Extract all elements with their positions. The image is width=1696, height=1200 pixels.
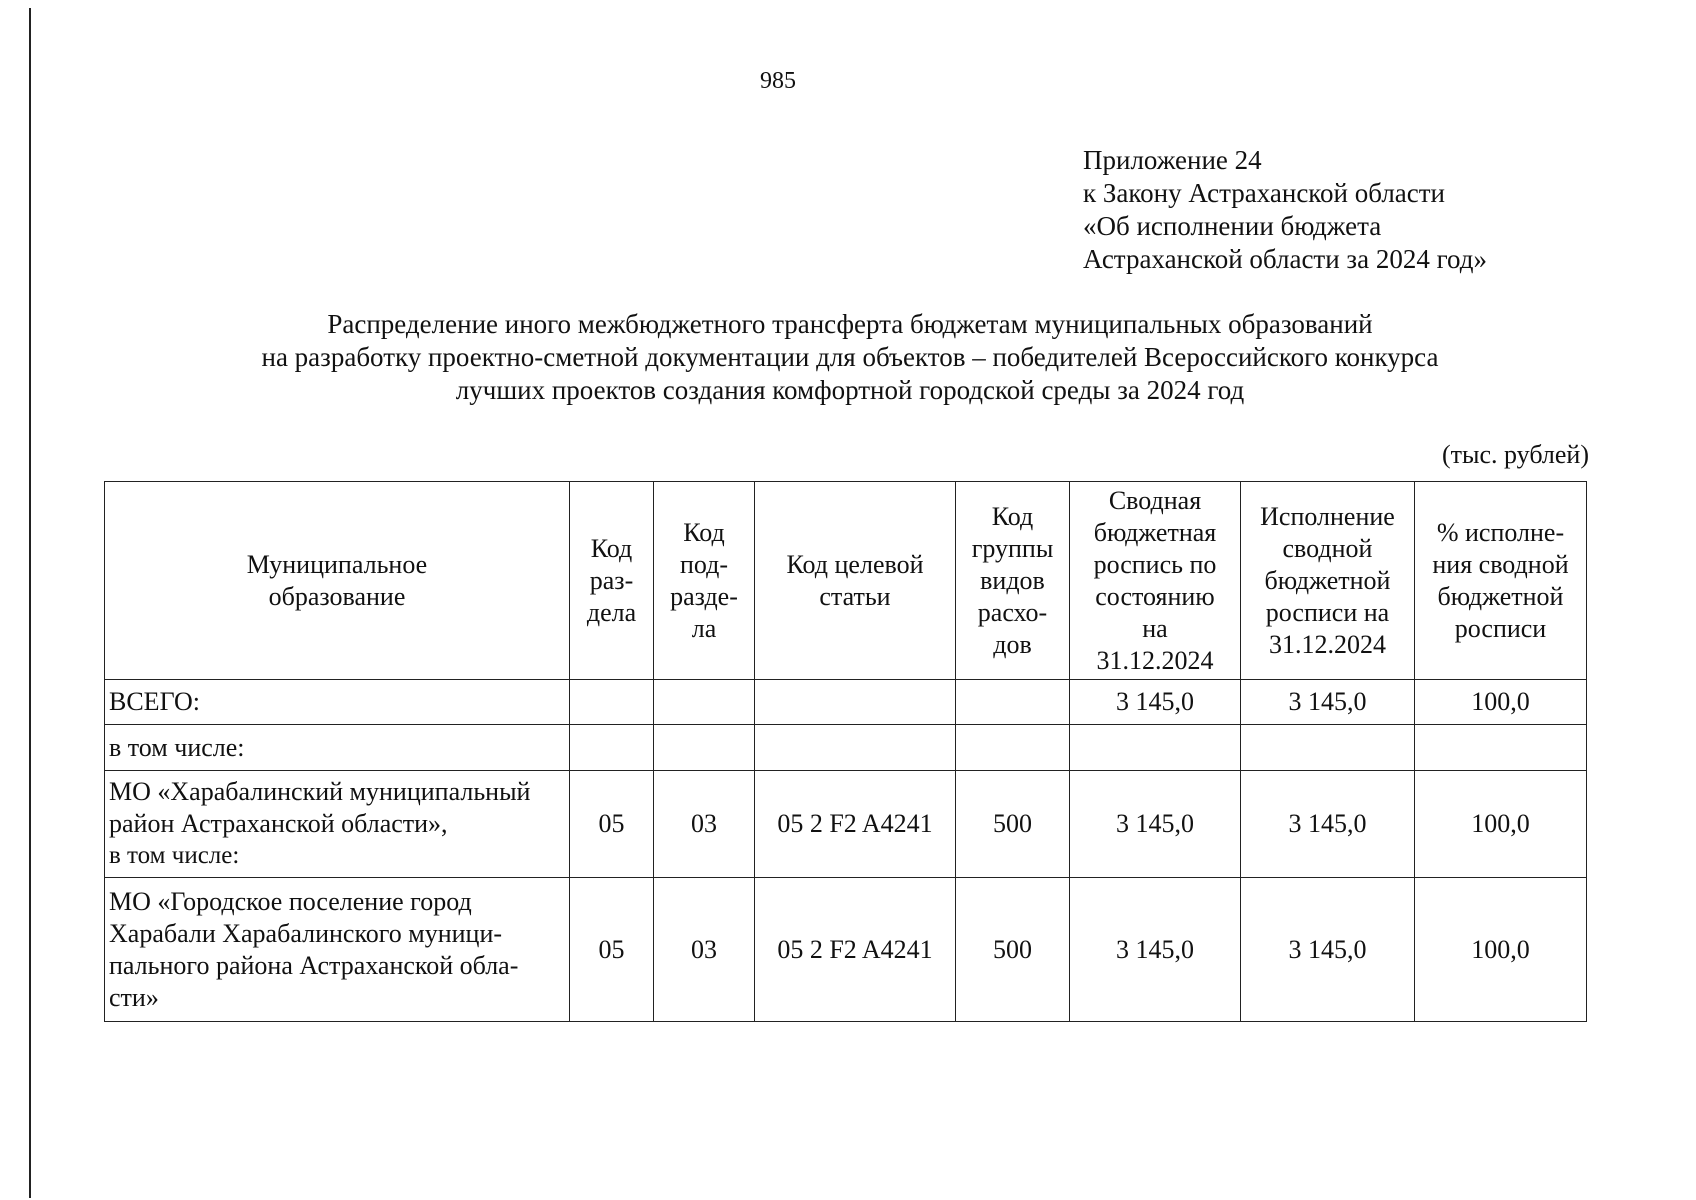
cell-razdel [570, 725, 654, 771]
cell-razdel: 05 [570, 878, 654, 1022]
title-line: на разработку проектно-сметной документации для объектов – победителей Всероссийского конкурса [261, 342, 1439, 372]
cell-percent: 100,0 [1415, 878, 1587, 1022]
cell-group [956, 680, 1070, 725]
cell-target: 05 2 F2 A4241 [755, 878, 956, 1022]
header-execution: Исполнение сводной бюджетной росписи на 31.12.2024 [1241, 482, 1415, 680]
left-margin-line [29, 8, 31, 1198]
cell-percent [1415, 725, 1587, 771]
table-row [105, 771, 1587, 878]
header-percent: % исполне- ния сводной бюджетной росписи [1415, 482, 1587, 680]
cell-target: 05 2 F2 A4241 [755, 771, 956, 878]
header-razdel: Код раз- дела [570, 482, 654, 680]
cell-plan: 3 145,0 [1070, 680, 1241, 725]
cell-razdel: 05 [570, 771, 654, 878]
appendix-line: Приложение 24 [1083, 145, 1262, 175]
cell-name: МО «Харабалинский муниципальный район Астраханской области», в том числе: [105, 771, 570, 878]
cell-exec: 3 145,0 [1241, 771, 1415, 878]
cell-group: 500 [956, 771, 1070, 878]
cell-razdel [570, 680, 654, 725]
header-target-code: Код целевой статьи [755, 482, 956, 680]
cell-exec [1241, 725, 1415, 771]
table-header-row [105, 482, 1587, 680]
title-line: лучших проектов создания комфортной городской среды за 2024 год [455, 375, 1245, 405]
document-title [100, 308, 1600, 407]
cell-podrazdel [654, 680, 755, 725]
cell-percent: 100,0 [1415, 771, 1587, 878]
cell-target [755, 680, 956, 725]
appendix-line: к Закону Астраханской области [1083, 178, 1446, 208]
header-budget-plan: Сводная бюджетная роспись по состоянию на 31.12.2024 [1070, 482, 1241, 680]
cell-exec: 3 145,0 [1241, 878, 1415, 1022]
cell-name: ВСЕГО: [105, 680, 570, 725]
cell-target [755, 725, 956, 771]
header-municipality: Муниципальное образование [105, 482, 570, 680]
cell-group [956, 725, 1070, 771]
cell-plan: 3 145,0 [1070, 878, 1241, 1022]
table-row [105, 878, 1587, 1022]
appendix-line: «Об исполнении бюджета [1083, 211, 1382, 241]
cell-exec: 3 145,0 [1241, 680, 1415, 725]
title-line: Распределение иного межбюджетного трансферта бюджетам муниципальных образований [327, 309, 1373, 339]
cell-percent: 100,0 [1415, 680, 1587, 725]
appendix-note [1083, 144, 1487, 276]
cell-podrazdel: 03 [654, 878, 755, 1022]
units-label: (тыс. рублей) [1441, 440, 1589, 469]
cell-name: МО «Городское поселение город Харабали Харабалинского муници- пального района Астраханской обла- сти» [105, 878, 570, 1022]
page-number: 985 [760, 68, 796, 94]
cell-plan: 3 145,0 [1070, 771, 1241, 878]
distribution-table [104, 481, 1587, 1022]
cell-podrazdel: 03 [654, 771, 755, 878]
table-row [105, 725, 1587, 771]
header-expense-group: Код группы видов расхо- дов [956, 482, 1070, 680]
appendix-line: Астраханской области за 2024 год» [1083, 244, 1487, 274]
cell-name: в том числе: [105, 725, 570, 771]
cell-podrazdel [654, 725, 755, 771]
cell-group: 500 [956, 878, 1070, 1022]
table-row [105, 680, 1587, 725]
header-podrazdel: Код под- разде- ла [654, 482, 755, 680]
cell-plan [1070, 725, 1241, 771]
